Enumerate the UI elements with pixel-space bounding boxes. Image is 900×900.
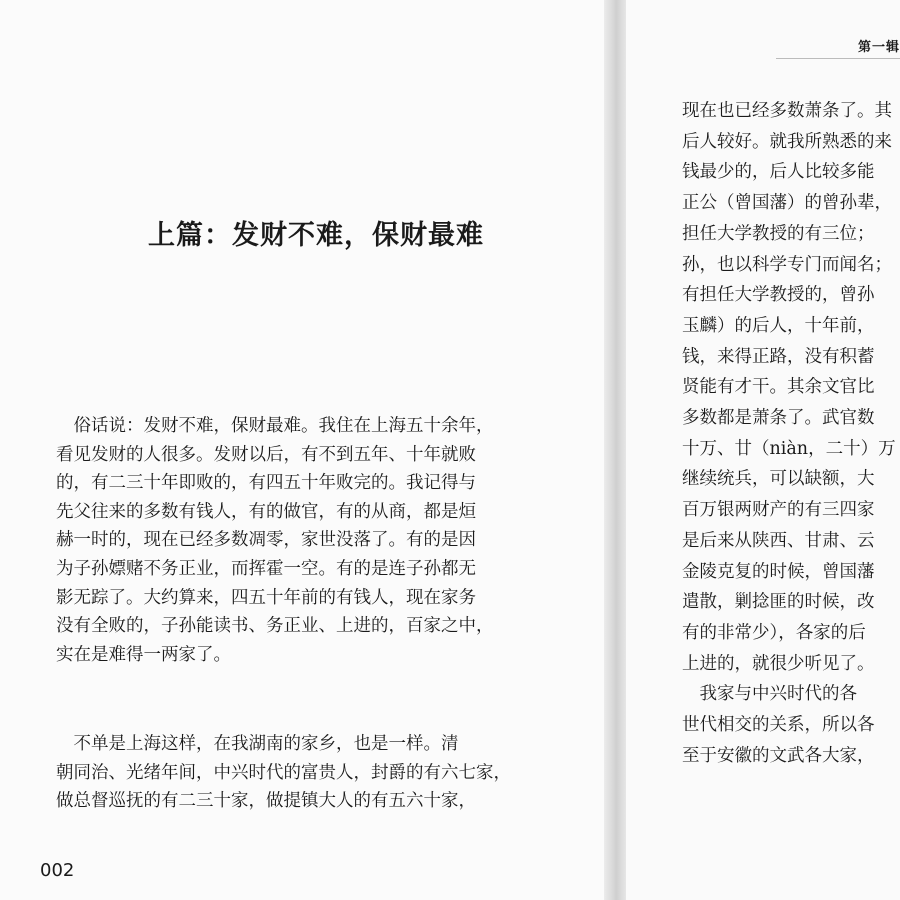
text-line: 我家与中兴时代的各 <box>682 684 857 705</box>
chapter-title: 上篇：发财不难，保财最难 <box>148 220 484 251</box>
text-line: 遣散，剿捻匪的时候，改 <box>682 592 875 613</box>
text-line: 是后来从陕西、甘肃、云 <box>682 530 875 551</box>
text-line: 金陵克复的时候，曾国藩 <box>682 561 875 582</box>
paragraph-2 <box>56 730 526 816</box>
text-line: 实在是难得一两家了。 <box>56 644 231 665</box>
text-line: 俗话说：发财不难，保财最难。我住在上海五十余年， <box>56 416 494 436</box>
text-line: 上进的，就很少听见了。 <box>682 653 875 674</box>
text-line: 十万、廿（niàn，二十）万 <box>682 438 896 459</box>
text-line: 孙，也以科学专门而闻名； <box>682 254 892 275</box>
text-line: 担任大学教授的有三位； <box>682 223 875 244</box>
text-line: 没有全败的，子孙能读书、务正业、上进的，百家之中， <box>56 616 494 637</box>
running-header: 第一辑 <box>857 40 900 55</box>
text-line: 继续统兵，可以缺额，大 <box>682 469 875 490</box>
text-line: 为子孙嫖赌不务正业，而挥霍一空。有的是连子孙都无 <box>56 558 476 579</box>
text-line: 钱，来得正路，没有积蓄 <box>682 346 875 367</box>
text-line: 后人较好。就我所熟悉的来 <box>682 131 892 152</box>
header-rule <box>776 58 900 59</box>
text-line: 至于安徽的文武各大家， <box>682 745 875 766</box>
text-line: 百万银两财产的有三四家 <box>682 500 875 521</box>
faint-watermark <box>230 326 266 370</box>
text-line: 朝同治、光绪年间，中兴时代的富贵人，封爵的有六七家， <box>56 762 511 783</box>
text-line: 看见发财的人很多。发财以后，有不到五年、十年就败 <box>56 444 476 465</box>
text-line: 影无踪了。大约算来，四五十年前的有钱人，现在家务 <box>56 587 476 608</box>
right-page <box>626 0 900 900</box>
text-line: 先父往来的多数有钱人，有的做官，有的从商，都是烜 <box>56 501 476 522</box>
text-line: 做总督巡抚的有二三十家，做提镇大人的有五六十家， <box>56 791 476 812</box>
paragraph-1 <box>56 412 526 669</box>
text-line: 有担任大学教授的，曾孙 <box>682 285 875 306</box>
book-gutter <box>604 0 626 900</box>
text-line: 不单是上海这样，在我湖南的家乡，也是一样。清 <box>56 734 459 754</box>
text-line: 贤能有才干。其余文官比 <box>682 377 875 398</box>
text-line: 有的非常少），各家的后 <box>682 622 866 643</box>
text-line: 的，有二三十年即败的，有四五十年败完的。我记得与 <box>56 473 476 494</box>
text-line: 正公（曾国藩）的曾孙辈， <box>682 193 892 214</box>
right-page-text <box>682 96 896 771</box>
text-line: 赫一时的，现在已经多数凋零，家世没落了。有的是因 <box>56 530 476 551</box>
page-number: 002 <box>40 860 75 881</box>
text-line: 多数都是萧条了。武官数 <box>682 408 875 429</box>
text-line: 钱最少的，后人比较多能 <box>682 162 875 183</box>
text-line: 现在也已经多数萧条了。其 <box>682 101 892 121</box>
text-line: 玉麟）的后人，十年前， <box>682 315 875 336</box>
text-line: 世代相交的关系，所以各 <box>682 715 875 736</box>
